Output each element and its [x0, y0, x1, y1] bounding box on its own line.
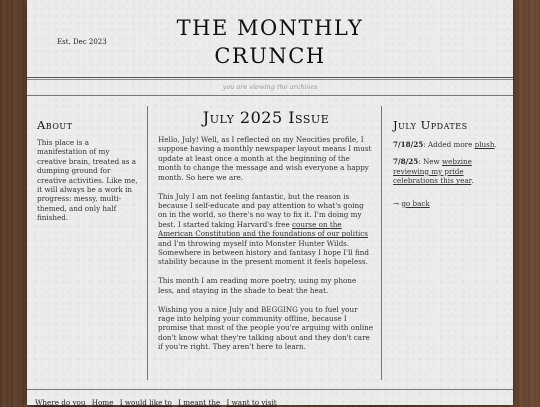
issue-heading: July 2025 Issue: [202, 108, 330, 127]
issue-paragraph-1: Hello, July! Well, as I reflected on my Neocities profile, I suppose having a monthly newspaper layout means I must update at least once a month at the beginning of the month to change the message and wish everyone a happy month. So here we are.: [158, 135, 372, 182]
column-divider-left: [147, 106, 148, 380]
tagline-rule: [27, 95, 513, 96]
about-column: [37, 118, 139, 223]
webzine-link[interactable]: webzine reviewing my pride celebrations this year: [393, 157, 472, 186]
column-divider-right: [381, 106, 382, 380]
update-text: : New: [418, 157, 442, 167]
footer-link[interactable]: Home: [91, 398, 114, 407]
issue-paragraph-2-start: This July I am not feeling fantastic, but the reason is because I self-educate and pay attention to what's going on in the world, so there's no way to fix it. I'm doing my best. I started taking Harvard's free: [158, 191, 364, 229]
footer-link[interactable]: I would like to: [119, 398, 172, 407]
update-date: 7/18/25: [393, 140, 424, 149]
plush-link[interactable]: plush: [474, 140, 495, 149]
footer-link[interactable]: I meant the: [178, 398, 221, 407]
newspaper-page: [27, 0, 513, 405]
issue-paragraph-2: [158, 192, 374, 267]
site-title: [27, 14, 513, 70]
footer-link[interactable]: I want to visit: [226, 398, 277, 407]
update-end: .: [494, 140, 497, 149]
about-heading: About: [37, 118, 73, 132]
update-item: [393, 157, 505, 185]
footer-nav: [35, 398, 281, 407]
update-text: : Added more: [423, 140, 475, 149]
update-date: 7/8/25: [393, 157, 419, 167]
site-title-line2: CRUNCH: [214, 44, 326, 68]
header-rule-double: [27, 79, 513, 80]
go-back-row: [393, 199, 505, 208]
issue-column: [158, 108, 374, 361]
archive-tagline: you are viewing the archives: [222, 83, 318, 91]
issue-paragraph-2-end: and I'm throwing myself into Monster Hunter Wilds. Somewhere in between history and fantasy I hope I'll find stability because in the present moment it feels hopeless.: [158, 238, 369, 267]
issue-paragraph-4: Wishing you a nice July and BEGGING you to fuel your rage into helping your community offline, because I promise that most of the people you're arguing with online don't know what they're talking about and they don't care if you're right. They aren't here to learn.: [158, 304, 374, 352]
go-back-link[interactable]: go back: [401, 198, 430, 208]
updates-column: [393, 118, 505, 208]
footer-rule: [27, 389, 513, 390]
update-item: [393, 140, 505, 149]
arrow-right-icon: →: [393, 198, 402, 208]
harvard-course-link[interactable]: course on the American Constitution and the foundations of our politics: [158, 219, 368, 239]
footer-link[interactable]: Where do you: [35, 398, 86, 407]
issue-paragraph-3: This month I am reading more poetry, using my phone less, and staying in the shade to beat the heat.: [158, 276, 357, 295]
about-text: This place is a manifestation of my creative brain, treated as a dumping ground for creative activities. Like me, it will always be a work in progress: messy, multi-themed, and only half finished.: [37, 138, 138, 223]
established-date: Est. Dec 2023: [57, 38, 107, 46]
site-title-line1: THE MONTHLY: [176, 16, 364, 40]
header-rule: [27, 77, 513, 78]
updates-heading: July Updates: [393, 118, 468, 132]
update-end: .: [471, 176, 474, 186]
